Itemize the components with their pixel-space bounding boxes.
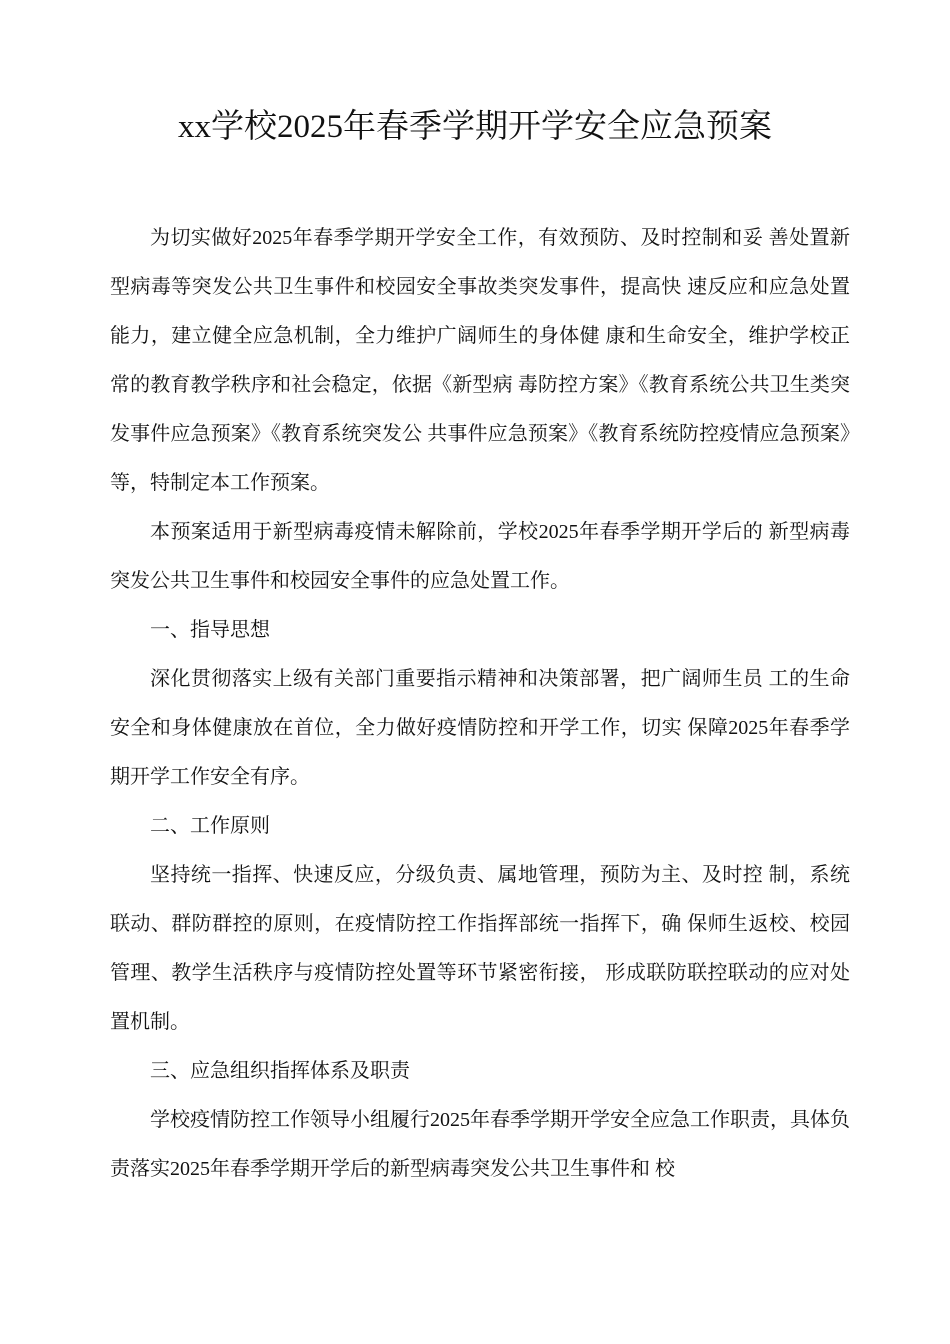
section-text-work-principles: 坚持统一指挥、快速反应，分级负责、属地管理，预防为主、及时控 制，系统联动、群防群控的原则，在疫情防控工作指挥部统一指挥下，确 保师生返校、校园管理、教学生活秩序与疫情防控处置等环节紧密衔接， 形成联防联控联动的应对处置机制。: [110, 864, 850, 1033]
section-text-command-system: 学校疫情防控工作领导小组履行2025年春季学期开学安全应急工作职责，具体负责落实2025年春季学期开学后的新型病毒突发公共卫生事件和 校: [110, 1109, 850, 1180]
section-heading-guiding-ideology: 一、指导思想: [150, 619, 270, 641]
section-text-guiding-ideology: 深化贯彻落实上级有关部门重要指示精神和决策部署，把广阔师生员 工的生命安全和身体健康放在首位，全力做好疫情防控和开学工作，切实 保障2025年春季学期开学工作安全有序。: [110, 668, 850, 788]
section-heading-command-system: 三、应急组织指挥体系及职责: [150, 1060, 410, 1082]
document-body: [110, 214, 850, 1194]
scope-paragraph: 本预案适用于新型病毒疫情未解除前，学校2025年春季学期开学后的 新型病毒突发公共卫生事件和校园安全事件的应急处置工作。: [110, 521, 850, 592]
intro-paragraph: 为切实做好2025年春季学期开学安全工作，有效预防、及时控制和妥 善处置新型病毒等突发公共卫生事件和校园安全事故类突发事件，提高快 速反应和应急处置能力，建立健全应急机制，全力维护广阔师生的身体健 康和生命安全，维护学校正常的教育教学秩序和社会稳定，依据《新型病 毒防控方案》《教育系统公共卫生类突发事件应急预案》《教育系统突发公 共事件应急预案》《教育系统防控疫情应急预案》等，特制定本工作预案。: [110, 227, 850, 494]
document-title: xx学校2025年春季学期开学安全应急预案: [178, 109, 772, 145]
section-heading-work-principles: 二、工作原则: [150, 815, 270, 837]
